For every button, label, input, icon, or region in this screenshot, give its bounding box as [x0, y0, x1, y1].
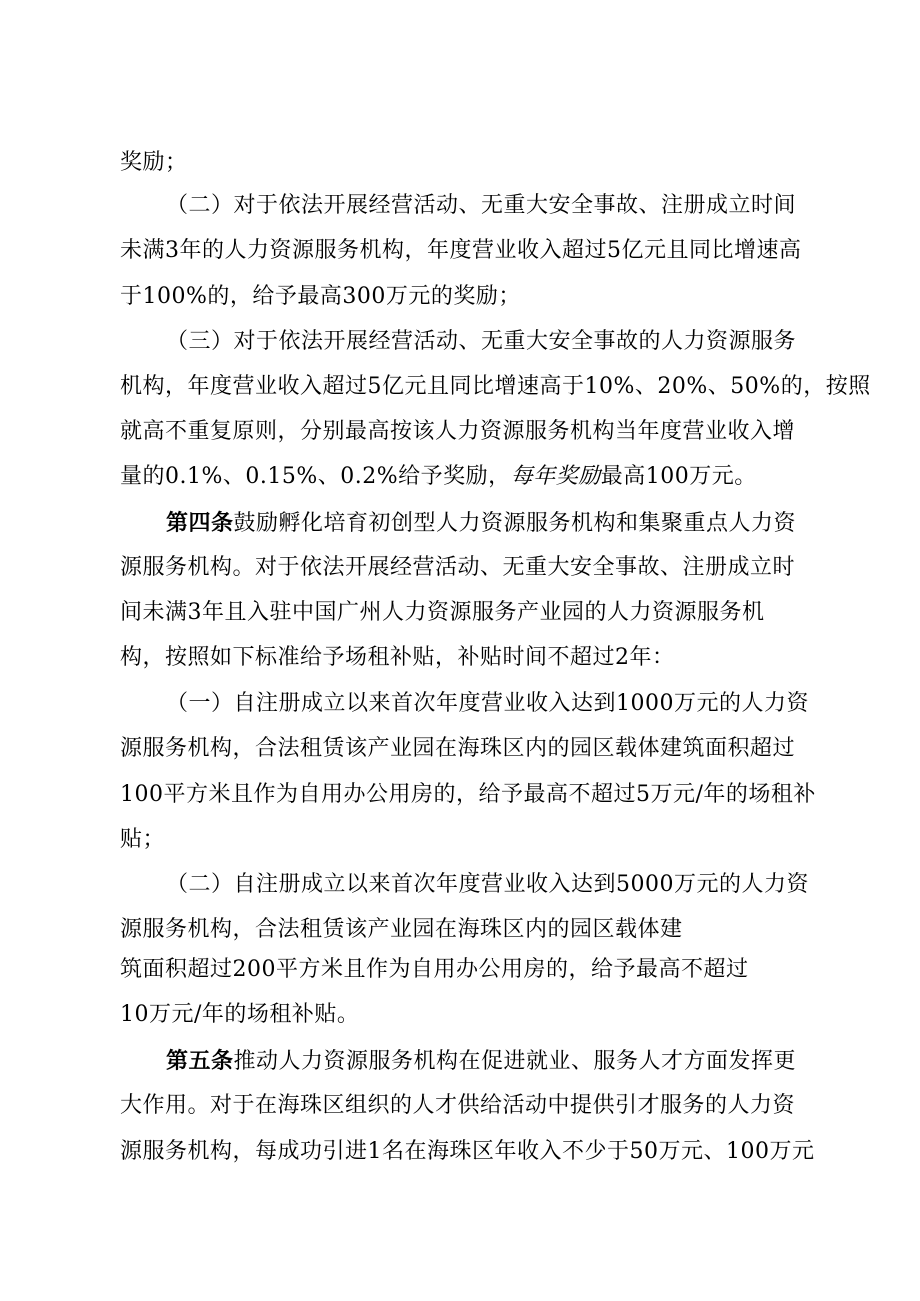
text-segment: 量的0.1%、0.15%、0.2%给予奖励， [120, 464, 511, 489]
text-line: 10万元/年的场租补贴。 [120, 1002, 360, 1027]
text-line: 源服务机构，合法租赁该产业园在海珠区内的园区载体建筑面积超过 [120, 736, 796, 761]
text-segment: 鼓励孵化培育初创型人力资源服务机构和集聚重点人力资 [233, 511, 797, 536]
text-line [120, 462, 757, 492]
text-line: 筑面积超过200平方米且作为自用办公用房的，给予最高不超过 [120, 957, 749, 982]
text-line: 机构，年度营业收入超过5亿元且同比增速高于10%、20%、50%的，按照 [120, 374, 871, 399]
text-segment-italic: 每年奖励 [510, 464, 601, 489]
text-line: 100平方米且作为自用办公用房的，给予最高不超过5万元/年的场租补 [120, 782, 816, 807]
text-segment: 推动人力资源服务机构在促进就业、服务人才方面发挥更 [233, 1049, 797, 1074]
text-line: 未满3年的人力资源服务机构，年度营业收入超过5亿元且同比增速高 [120, 238, 802, 263]
text-line: （二）自注册成立以来首次年度营业收入达到5000万元的人力资 [166, 872, 809, 897]
text-line [166, 508, 796, 539]
text-line: 贴； [120, 827, 166, 852]
text-line: （三）对于依法开展经营活动、无重大安全事故的人力资源服务 [166, 329, 797, 354]
text-line: 大作用。对于在海珠区组织的人才供给活动中提供引才服务的人力资 [120, 1093, 796, 1118]
text-line [166, 1046, 796, 1077]
text-line: 构，按照如下标准给予场租补贴，补贴时间不超过2年： [120, 645, 675, 670]
text-segment: 最高100万元。 [600, 464, 757, 489]
text-line: 奖励； [120, 150, 188, 175]
article-heading: 第四条 [166, 510, 234, 536]
text-line: 间未满3年且入驻中国广州人力资源服务产业园的人力资源服务机 [120, 600, 765, 625]
text-line: （二）对于依法开展经营活动、无重大安全事故、注册成立时间 [166, 193, 797, 218]
text-line: 源服务机构，每成功引进1名在海珠区年收入不少于50万元、100万元 [120, 1139, 815, 1164]
text-line: 就高不重复原则，分别最高按该人力资源服务机构当年度营业收入增 [120, 419, 796, 444]
text-line: 源服务机构。对于依法开展经营活动、无重大安全事故、注册成立时 [120, 555, 796, 580]
text-line: 源服务机构，合法租赁该产业园在海珠区内的园区载体建 [120, 917, 683, 942]
article-heading: 第五条 [166, 1048, 234, 1074]
text-line: （一）自注册成立以来首次年度营业收入达到1000万元的人力资 [166, 691, 809, 716]
text-line: 于100%的，给予最高300万元的奖励； [120, 284, 521, 309]
